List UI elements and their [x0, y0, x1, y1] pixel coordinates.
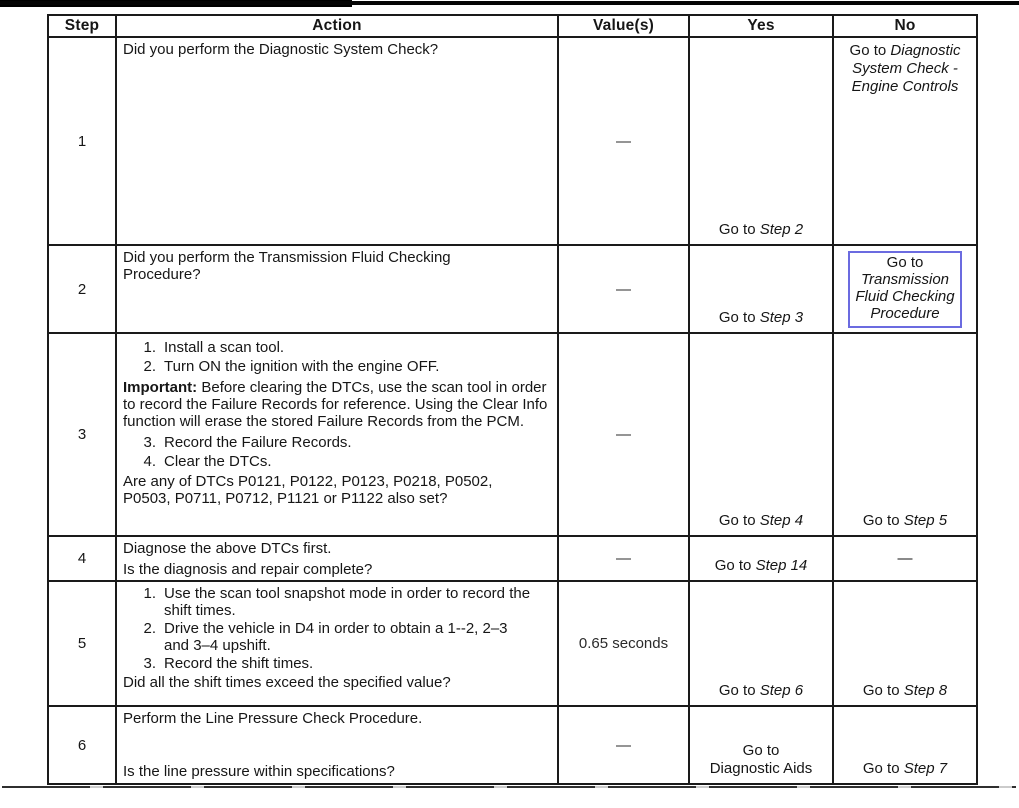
- transmission-fluid-link-box[interactable]: [848, 251, 962, 328]
- goto-prefix: Go to: [718, 512, 756, 529]
- action-question: Is the diagnosis and repair complete?: [123, 561, 373, 578]
- action-list-item: [123, 339, 549, 356]
- goto-prefix: Go to: [718, 221, 756, 238]
- table-row-step-3: [48, 333, 977, 536]
- goto-target: Step 7: [903, 760, 948, 777]
- action-list-item: [123, 358, 549, 375]
- value-cell: —: [558, 706, 689, 784]
- yes-cell: [689, 245, 833, 333]
- diagnostic-table: [47, 14, 978, 785]
- table-row-step-1: [48, 37, 977, 245]
- goto-prefix: Go to: [742, 742, 780, 759]
- action-cell: [116, 581, 558, 706]
- action-cell: [116, 536, 558, 581]
- list-item-text: Install a scan tool.: [164, 339, 285, 356]
- action-statement: Perform the Line Pressure Check Procedure.: [123, 710, 423, 727]
- list-item-text: Use the scan tool snapshot mode in order to record the shift times.: [164, 585, 531, 619]
- action-cell: [116, 245, 558, 333]
- goto-prefix: Go to: [849, 42, 887, 59]
- table-row-step-5: [48, 581, 977, 706]
- goto-reference: [719, 309, 803, 326]
- action-cell: [116, 37, 558, 245]
- action-question: Is the line pressure within specifications?: [123, 763, 395, 780]
- header-action: Action: [116, 15, 558, 37]
- table-row-step-4: [48, 536, 977, 581]
- goto-target: Diagnostic System Check - Engine Controls: [851, 42, 961, 95]
- header-no: No: [833, 15, 977, 37]
- list-item-text: Drive the vehicle in D4 in order to obtain a 1--2, 2–3 and 3–4 upshift.: [164, 620, 508, 654]
- goto-prefix: Go to: [862, 682, 900, 699]
- yes-cell: [689, 581, 833, 706]
- list-item-number: 1.: [143, 585, 156, 602]
- table-header-row: [48, 15, 977, 37]
- goto-prefix: Go to: [714, 557, 752, 574]
- list-item-text: Clear the DTCs.: [164, 453, 272, 470]
- action-list-item: [123, 585, 549, 619]
- goto-reference: [850, 42, 961, 95]
- list-item-number: 1.: [143, 339, 156, 356]
- list-item-number: 2.: [143, 620, 156, 637]
- step-number: 4: [48, 536, 116, 581]
- list-item-number: 3.: [143, 655, 156, 672]
- action-cell: [116, 706, 558, 784]
- no-cell: [833, 706, 977, 784]
- no-cell: [833, 333, 977, 536]
- goto-target: Step 4: [759, 512, 804, 529]
- value-cell: —: [558, 333, 689, 536]
- goto-target: Step 8: [903, 682, 948, 699]
- action-statement: Diagnose the above DTCs first.: [123, 540, 332, 557]
- goto-reference: [719, 682, 803, 699]
- yes-cell: [689, 37, 833, 245]
- table-row-step-6: [48, 706, 977, 784]
- yes-cell: [689, 333, 833, 536]
- action-list-item: [123, 655, 549, 672]
- list-item-text: Record the shift times.: [164, 655, 314, 672]
- list-item-number: 2.: [143, 358, 156, 375]
- goto-target: Step 5: [903, 512, 948, 529]
- goto-target: Step 14: [755, 557, 808, 574]
- important-note: [123, 379, 549, 430]
- value-cell: —: [558, 536, 689, 581]
- yes-cell: [689, 536, 833, 581]
- goto-reference: [719, 221, 803, 238]
- goto-prefix: Go to: [862, 512, 900, 529]
- goto-reference: [719, 512, 803, 529]
- step-number: 3: [48, 333, 116, 536]
- goto-reference: [715, 557, 808, 574]
- goto-prefix: Go to: [886, 254, 924, 271]
- list-item-number: 4.: [143, 453, 156, 470]
- no-cell: —: [833, 536, 977, 581]
- goto-target: Diagnostic Aids: [709, 760, 813, 777]
- action-cell: [116, 333, 558, 536]
- action-list-item: [123, 620, 549, 654]
- goto-prefix: Go to: [862, 760, 900, 777]
- header-yes: Yes: [689, 15, 833, 37]
- action-question: Are any of DTCs P0121, P0122, P0123, P0218, P0502, P0503, P0711, P0712, P1121 or P1122 also set?: [123, 473, 493, 507]
- goto-prefix: Go to: [718, 682, 756, 699]
- yes-cell: [689, 706, 833, 784]
- step-number: 1: [48, 37, 116, 245]
- action-question: Did you perform the Transmission Fluid Checking Procedure?: [123, 249, 451, 283]
- goto-reference: [863, 682, 947, 699]
- action-list-item: [123, 453, 549, 470]
- goto-target: Step 2: [759, 221, 804, 238]
- table-row-step-2: [48, 245, 977, 333]
- important-label: Important:: [123, 379, 198, 396]
- value-cell: —: [558, 37, 689, 245]
- list-item-number: 3.: [143, 434, 156, 451]
- list-item-text: Turn ON the ignition with the engine OFF.: [164, 358, 440, 375]
- no-cell: [833, 245, 977, 333]
- step-number: 5: [48, 581, 116, 706]
- value-cell: —: [558, 245, 689, 333]
- header-step: Step: [48, 15, 116, 37]
- important-text: Before clearing the DTCs, use the scan tool in order to record the Failure Records for reference. Using the Clear Info function will erase the stored Failure Records from the PCM.: [123, 379, 548, 430]
- header-values: Value(s): [558, 15, 689, 37]
- goto-reference: [863, 760, 947, 777]
- list-item-text: Record the Failure Records.: [164, 434, 352, 451]
- no-cell: [833, 37, 977, 245]
- goto-target: Step 6: [759, 682, 804, 699]
- goto-target: Transmission Fluid Checking Procedure: [855, 271, 955, 322]
- scan-artifact-top-line: [0, 1, 1019, 5]
- no-cell: [833, 581, 977, 706]
- action-question: Did you perform the Diagnostic System Check?: [123, 41, 439, 58]
- action-question: Did all the shift times exceed the specified value?: [123, 674, 451, 691]
- scan-artifact-bottom-line: [2, 786, 1016, 788]
- goto-reference: [863, 512, 947, 529]
- goto-prefix: Go to: [718, 309, 756, 326]
- action-list-item: [123, 434, 549, 451]
- step-number: 2: [48, 245, 116, 333]
- value-cell: 0.65 seconds: [558, 581, 689, 706]
- goto-target: Step 3: [759, 309, 804, 326]
- step-number: 6: [48, 706, 116, 784]
